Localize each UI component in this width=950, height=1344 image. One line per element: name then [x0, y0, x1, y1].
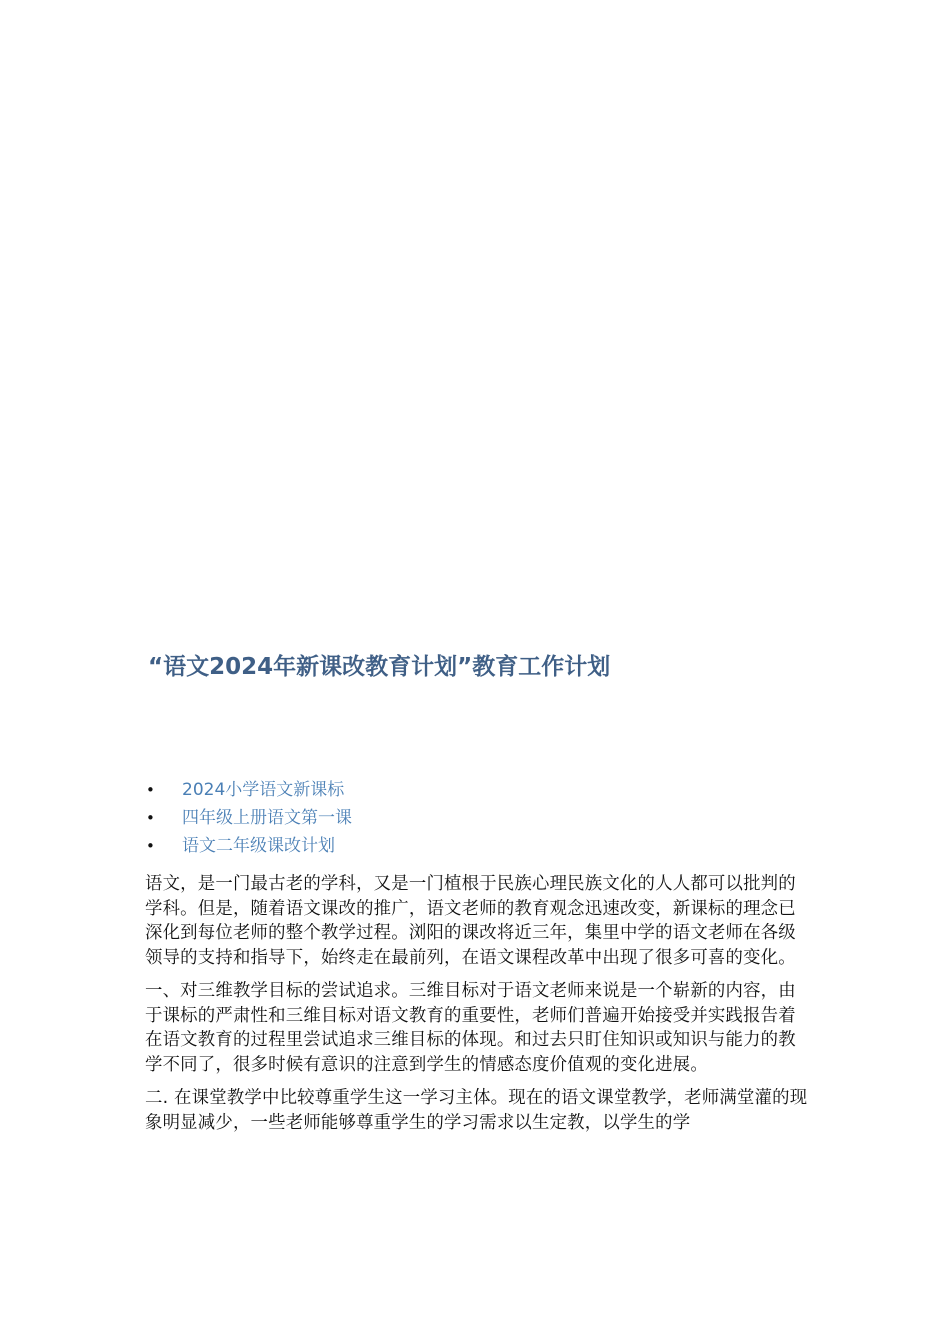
bullet-icon: •	[146, 781, 155, 799]
bullet-icon: •	[146, 837, 155, 855]
body-paragraph: 语文，是一门最古老的学科，又是一门植根于民族心理民族文化的人人都可以批判的学科。但是，随着语文课改的推广，语文老师的教育观念迅速改变，新课标的理念已深化到每位老师的整个教学过程。浏阳的课改将近三年，集里中学的语文老师在各级领导的支持和指导下，始终走在最前列，在语文课程改革中出现了很多可喜的变化。	[145, 874, 796, 968]
related-link[interactable]: 四年级上册语文第一课	[182, 808, 352, 828]
document-title: “语文2024年新课改教育计划”教育工作计划	[148, 654, 611, 680]
bullet-icon: •	[146, 809, 155, 827]
body-paragraph: 二. 在课堂教学中比较尊重学生这一学习主体。现在的语文课堂教学，老师满堂灌的现象明显减少，一些老师能够尊重学生的学习需求以生定教，以学生的学	[145, 1088, 808, 1133]
body-paragraph: 一、对三维教学目标的尝试追求。三维目标对于语文老师来说是一个崭新的内容，由于课标的严肃性和三维目标对语文教育的重要性，老师们普遍开始接受并实践报告着在语文教育的过程里尝试追求三维目标的体现。和过去只盯住知识或知识与能力的教学不同了，很多时候有意识的注意到学生的情感态度价值观的变化进展。	[145, 981, 796, 1075]
related-link[interactable]: 2024小学语文新课标	[182, 780, 345, 800]
related-link-item	[143, 776, 352, 804]
related-link-item	[143, 804, 352, 832]
related-link[interactable]: 语文二年级课改计划	[182, 836, 335, 856]
related-links-list	[143, 776, 352, 860]
related-link-item	[143, 832, 352, 860]
document-body	[145, 872, 809, 1144]
